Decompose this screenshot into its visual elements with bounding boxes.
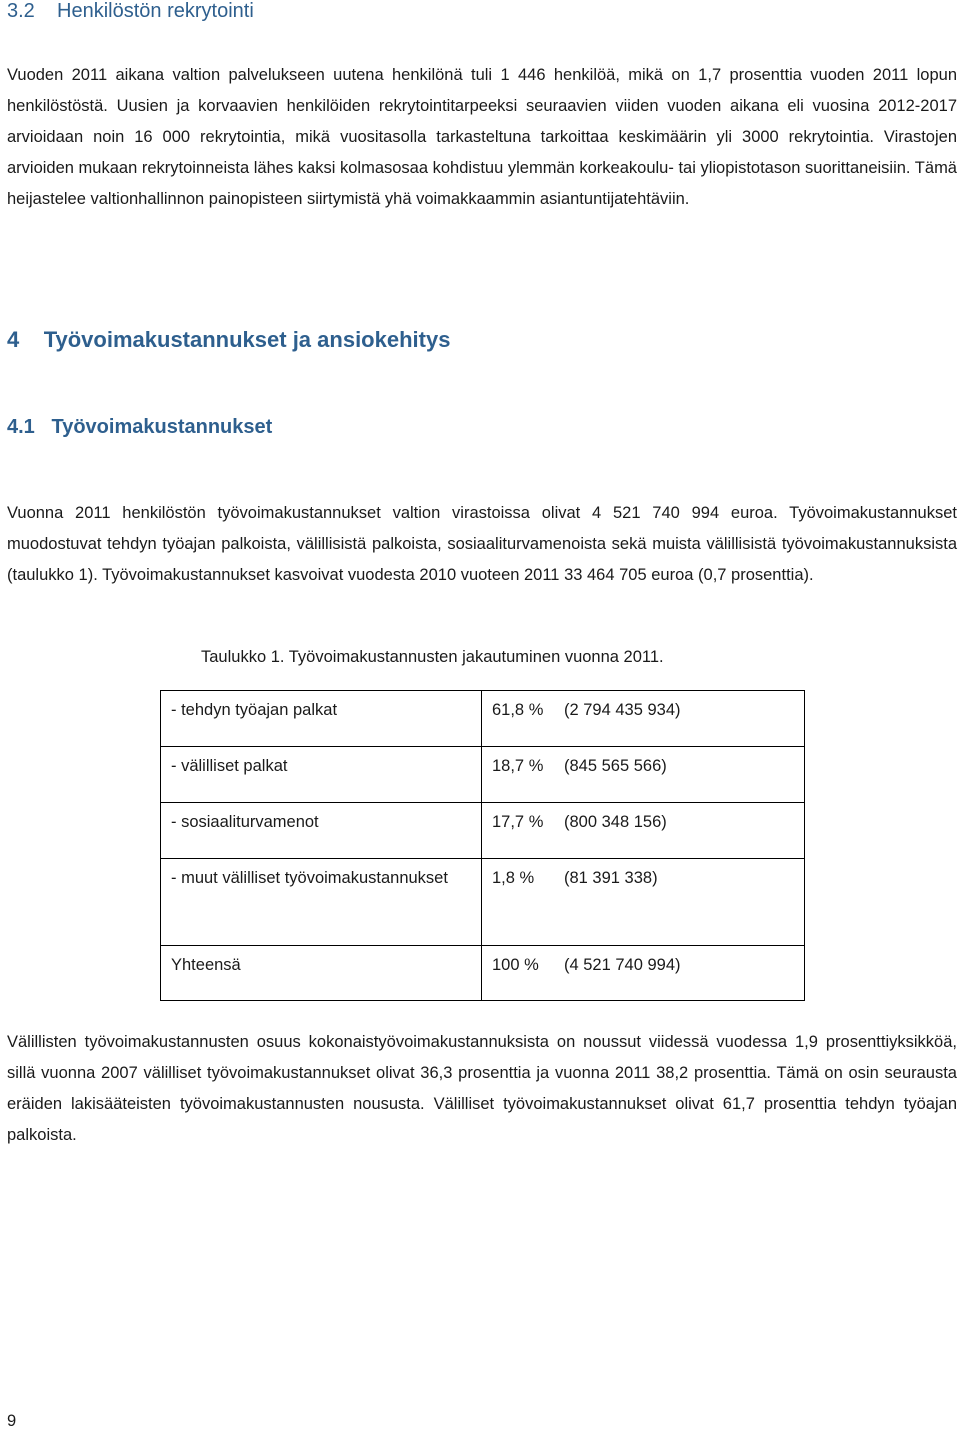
labour-cost-table bbox=[160, 690, 805, 1001]
section-number: 3.2 bbox=[7, 0, 35, 22]
chapter-heading-4 bbox=[7, 327, 450, 353]
cost-percent: 61,8 % bbox=[492, 701, 544, 719]
cost-label: - tehdyn työajan palkat bbox=[171, 701, 338, 719]
cost-value-cell bbox=[482, 747, 805, 803]
cost-label: - muut välilliset työvoimakustannukset bbox=[171, 869, 448, 887]
cost-percent: 17,7 % bbox=[492, 813, 544, 831]
cost-label: Yhteensä bbox=[171, 956, 241, 974]
cost-amount: (845 565 566) bbox=[564, 757, 667, 775]
section-heading-4-1 bbox=[7, 416, 272, 439]
cost-label-cell bbox=[161, 747, 482, 803]
cost-value-cell bbox=[482, 691, 805, 747]
chapter-title: Työvoimakustannukset ja ansiokehitys bbox=[43, 327, 451, 352]
table-row bbox=[161, 803, 805, 859]
cost-label-cell bbox=[161, 946, 482, 1001]
cost-label: - välilliset palkat bbox=[171, 757, 288, 775]
cost-label: - sosiaaliturvamenot bbox=[171, 813, 319, 831]
labour-costs-paragraph: Vuonna 2011 henkilöstön työvoimakustannukset valtion virastoissa olivat 4 521 740 994 euroa. Työvoimakustannukset muodostuvat tehdyn työajan palkoista, välillisistä palkoista, sosiaaliturvamenoista sekä muista välillisistä työvoimakustannuksista (taulukko 1). Työvoimakustannukset kasvoivat vuodesta 2010 vuoteen 2011 33 464 705 euroa (0,7 prosenttia). bbox=[7, 504, 957, 584]
cost-value-cell bbox=[482, 803, 805, 859]
cost-label-cell bbox=[161, 803, 482, 859]
section-number: 4.1 bbox=[7, 416, 35, 438]
cost-percent: 18,7 % bbox=[492, 757, 544, 775]
table-row bbox=[161, 946, 805, 1001]
cost-value-cell bbox=[482, 859, 805, 946]
cost-amount: (81 391 338) bbox=[564, 869, 658, 887]
table-caption: Taulukko 1. Työvoimakustannusten jakautuminen vuonna 2011. bbox=[201, 648, 664, 666]
section-title: Henkilöstön rekrytointi bbox=[57, 0, 254, 22]
cost-label-cell bbox=[161, 859, 482, 946]
chapter-number: 4 bbox=[7, 327, 20, 352]
cost-amount: (4 521 740 994) bbox=[564, 956, 681, 974]
cost-amount: (2 794 435 934) bbox=[564, 701, 681, 719]
table-row bbox=[161, 859, 805, 946]
cost-percent: 1,8 % bbox=[492, 869, 535, 887]
cost-label-cell bbox=[161, 691, 482, 747]
cost-amount: (800 348 156) bbox=[564, 813, 667, 831]
section-heading-3-2 bbox=[7, 0, 254, 23]
page-number: 9 bbox=[7, 1412, 17, 1430]
indirect-costs-paragraph: Välillisten työvoimakustannusten osuus kokonaistyövoimakustannuksista on noussut viidessä vuodessa 1,9 prosenttiyksikköä, sillä vuonna 2007 välilliset työvoimakustannukset olivat 36,3 prosenttia ja vuonna 2011 38,2 prosenttia. Tämä on osin seurausta eräiden lakisääteisten työvoimakustannusten noususta. Välilliset työvoimakustannukset olivat 61,7 prosenttia tehdyn työajan palkoista. bbox=[7, 1033, 957, 1144]
recruitment-paragraph: Vuoden 2011 aikana valtion palvelukseen uutena henkilönä tuli 1 446 henkilöä, mikä on 1,7 prosenttia vuoden 2011 lopun henkilöstöstä. Uusien ja korvaavien henkilöiden rekrytointitarpeeksi seuraavien viiden vuoden aikana eli vuosina 2012-2017 arvioidaan noin 16 000 rekrytointia, mikä vuositasolla tarkasteltuna tarkoittaa keskimäärin yli 3000 rekrytointia. Virastojen arvioiden mukaan rekrytoinneista lähes kaksi kolmasosaa kohdistuu ylemmän korkeakoulu- tai yliopistotason suorittaneisiin. Tämä heijastelee valtionhallinnon painopisteen siirtymistä yhä voimakkaammin asiantuntijatehtäviin. bbox=[7, 66, 957, 208]
cost-percent: 100 % bbox=[492, 956, 539, 974]
section-title: Työvoimakustannukset bbox=[51, 416, 273, 438]
table-row bbox=[161, 691, 805, 747]
table-row bbox=[161, 747, 805, 803]
cost-value-cell bbox=[482, 946, 805, 1001]
